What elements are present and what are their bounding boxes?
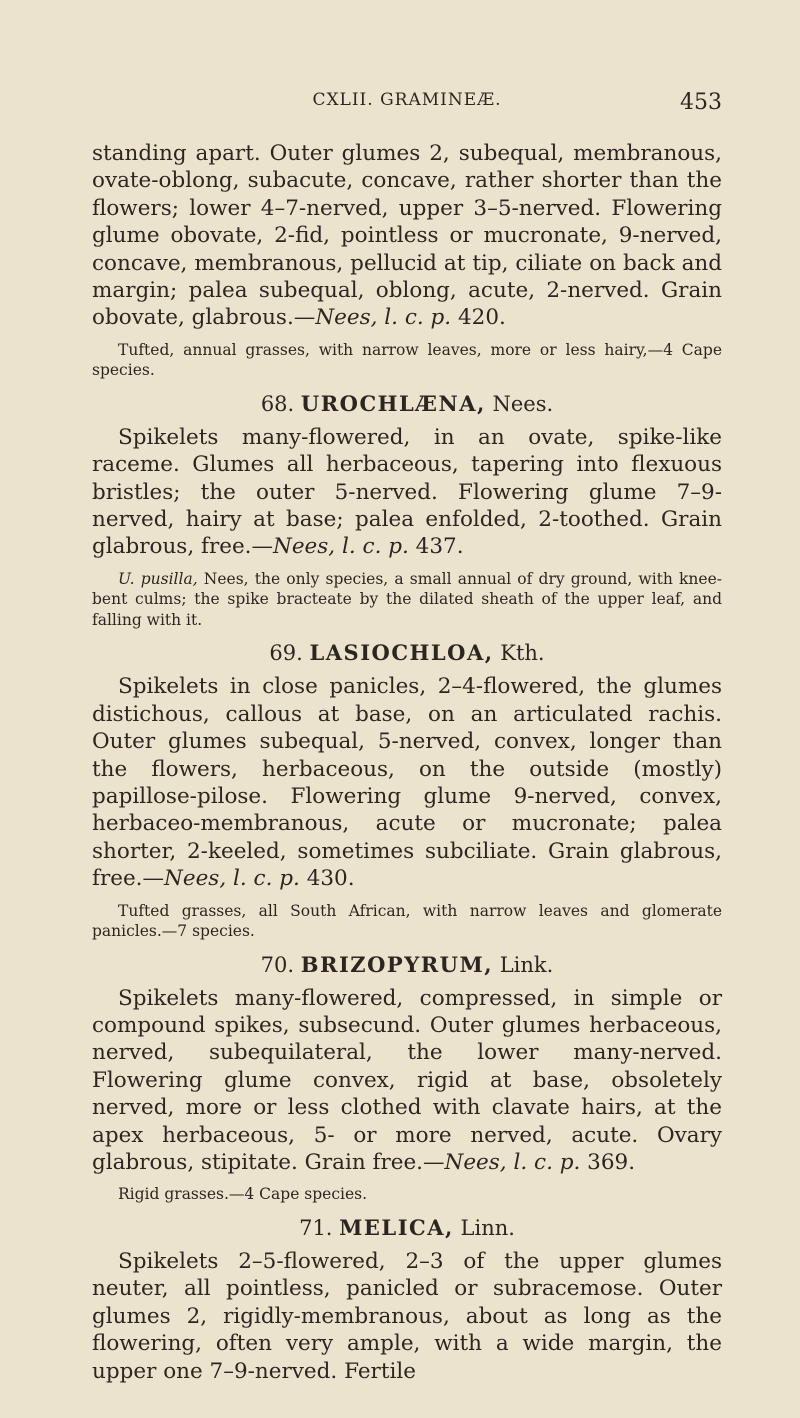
reference-page: 369. bbox=[580, 1150, 636, 1176]
running-head: CXLII. GRAMINEÆ. bbox=[312, 90, 502, 110]
reference-page: 437. bbox=[408, 534, 464, 560]
paragraph-text: Spikelets many-flowered, compressed, in simple or compound spikes, subsecund. Outer glumes herbaceous, nerved, subequilateral, the lower many-nerved. Flowering glume convex, rigid at base, obsoletely nerved, more or less clothed with clavate hairs, at the apex herbaceous, 5- or more nerved, acute. Ovary glabrous, stipitate. Grain free.— bbox=[92, 985, 722, 1176]
reference: Nees, l. c. p. bbox=[273, 534, 409, 560]
note: Rigid grasses.—4 Cape species. bbox=[118, 1185, 368, 1204]
genus-heading bbox=[92, 391, 722, 416]
reference: Nees, l. c. p. bbox=[444, 1150, 581, 1176]
genus-number: 68. bbox=[260, 391, 295, 416]
genus-name: BRIZOPYRUM, bbox=[300, 951, 494, 977]
genus-description bbox=[92, 673, 722, 892]
reference-page: 430. bbox=[299, 866, 355, 892]
page-body bbox=[92, 140, 722, 1385]
paragraph-continued bbox=[92, 140, 722, 332]
genus-name: MELICA, bbox=[339, 1214, 454, 1240]
genus-name: UROCHLÆNA, bbox=[300, 390, 486, 416]
genus-heading bbox=[92, 640, 722, 665]
paragraph-text: Spikelets in close panicles, 2–4-flowered, the glumes distichous, callous at base, on an articulated rachis. Outer glumes subequal, 5-nerved, convex, longer than the flowers, herbaceous, on the outside (mostly) papillose-pilose. Flowering glume 9-nerved, convex, herbaceo-membranous, acute or mucronate; palea shorter, 2-keeled, sometimes subciliate. Grain glabrous, free.— bbox=[92, 674, 722, 892]
genus-authority: Link. bbox=[499, 952, 554, 977]
genus-number: 69. bbox=[269, 641, 303, 666]
reference-page: 420. bbox=[451, 305, 506, 331]
genus-heading bbox=[92, 952, 722, 977]
species-name: U. pusilla, bbox=[118, 569, 198, 588]
genus-description bbox=[92, 424, 722, 561]
genus-description: Spikelets 2–5-flowered, 2–3 of the upper glumes neuter, all pointless, panicled or subracemose. Outer glumes 2, rigidly-membranous, about as long as the flowering, often very ample, with a wide margin, the upper one 7–9-nerved. Fertile bbox=[92, 1248, 722, 1384]
page-header bbox=[92, 90, 722, 120]
genus-authority: Kth. bbox=[500, 641, 545, 666]
reference: Nees, l. c. p. bbox=[315, 305, 452, 331]
genus-heading bbox=[92, 1215, 722, 1240]
genus-number: 70. bbox=[260, 952, 295, 977]
genus-authority: Nees. bbox=[492, 391, 554, 416]
page-number: 453 bbox=[680, 90, 722, 115]
paragraph-text: Spikelets many-flowered, in an ovate, spike-like raceme. Glumes all herbaceous, tapering into flexuous bristles; the outer 5-nerved. Flowering glume 7–9-nerved, hairy at base; palea enfolded, 2-toothed. Grain glabrous, free.— bbox=[92, 424, 722, 560]
genus-authority: Linn. bbox=[460, 1215, 515, 1240]
note bbox=[92, 569, 722, 631]
genus-number: 71. bbox=[299, 1215, 333, 1240]
note-text: Nees, the only species, a small annual of dry ground, with knee-bent culms; the spike bracteate by the dilated sheath of the upper leaf, and falling with it. bbox=[92, 569, 722, 629]
reference: Nees, l. c. p. bbox=[164, 866, 300, 892]
note: Tufted grasses, all South African, with narrow leaves and glomerate panicles.—7 species. bbox=[92, 901, 722, 941]
note: Tufted, annual grasses, with narrow leaves, more or less hairy,—4 Cape species. bbox=[92, 340, 722, 380]
paragraph-text: standing apart. Outer glumes 2, subequal, membranous, ovate-oblong, subacute, concave, rather shorter than the flowers; lower 4–7-nerved, upper 3–5-nerved. Flowering glume obovate, 2-fid, pointless or mucronate, 9-nerved, concave, membranous, pellucid at tip, ciliate on back and margin; palea subequal, oblong, acute, 2-nerved. Grain obovate, glabrous.— bbox=[92, 141, 722, 331]
genus-name: LASIOCHLOA, bbox=[309, 640, 494, 666]
genus-description bbox=[92, 985, 722, 1177]
